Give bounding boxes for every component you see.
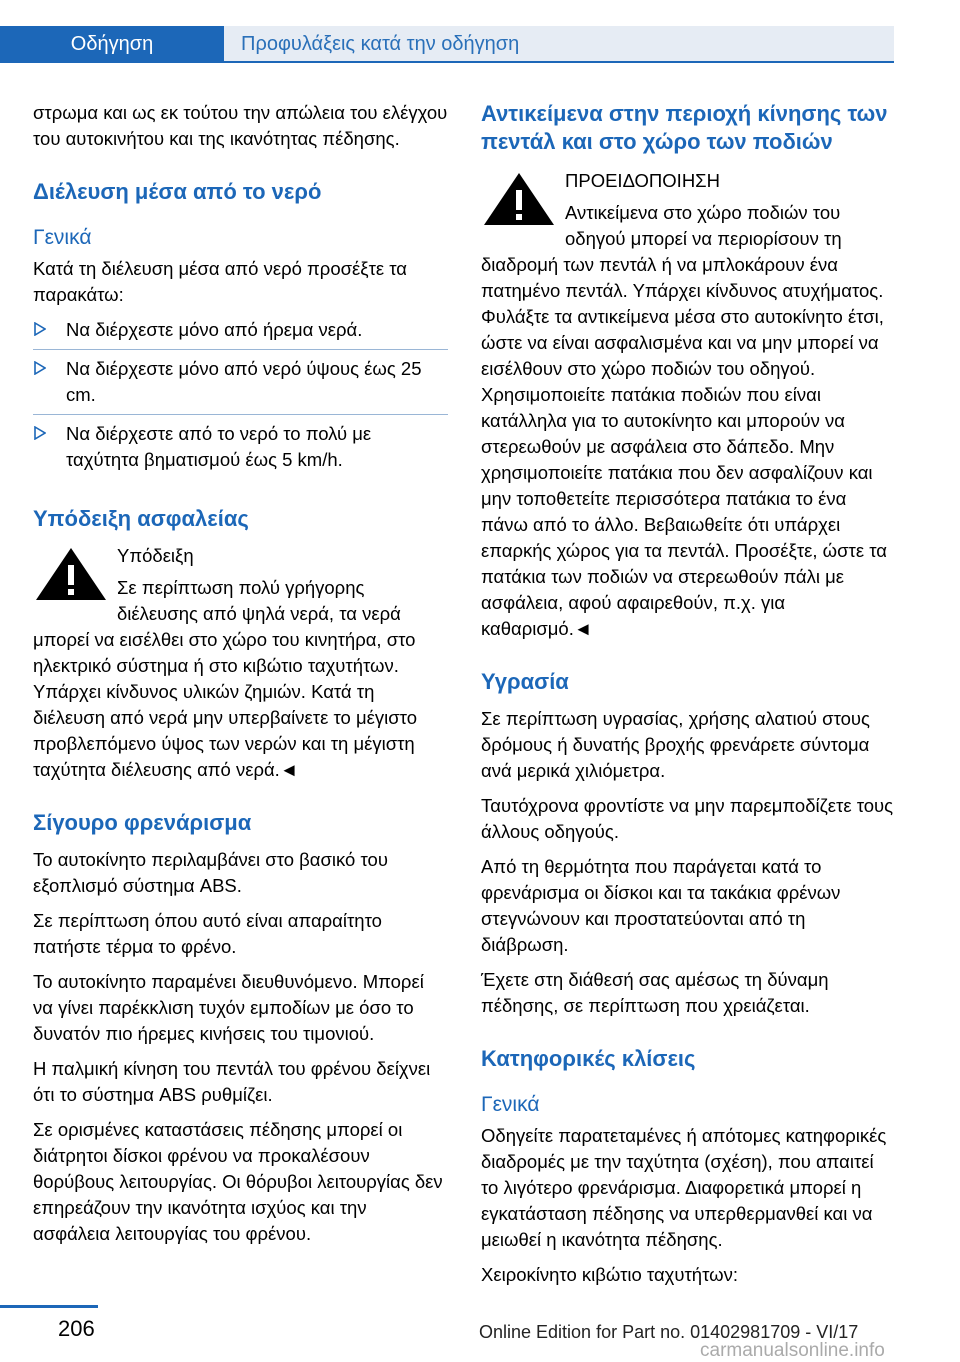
- safety-note-text: Σε περίπτωση πολύ γρήγορης διέλευσης από ψηλά νερά, τα νερά μπορεί να εισέλθει στο χώρο του κινητήρα, στο ηλεκτρικό σύστημα ή στο κιβώτιο ταχυτήτων. Υπάρχει κίνδυνος υλικών ζημιών. Κατά τη διέλευση από νερά μην υπερβαίνετε το μέγιστο προβλεπόμενο ύψος των νερών και τη μέγιστη ταχύτητα διέλευσης από νερά.◄: [33, 577, 417, 780]
- list-item: [33, 356, 448, 415]
- warning-text: Αντικείμενα στο χώρο ποδιών του οδηγού μπορεί να περιορίσουν τη διαδρομή των πεντάλ ή να μπλοκάρουν ένα πατημένο πεντάλ. Υπάρχει κίνδυνος ατυχήματος. Φυλάξτε τα αντικείμενα μέσα στο αυτοκίνητο έτσι, ώστε να είναι ασφαλισμένα και να μην μπορεί να εισέλθουν στο χώρο ποδιών του οδηγού. Χρησιμοποιείτε πατάκια ποδιών που είναι κατάλληλα για το αυτοκίνητο και μπορούν να στερεωθούν με ασφάλεια στο δάπεδο. Μην χρησιμοποιείτε πατάκια που δεν ασφαλίζουν και μην τοποθετείτε περισσότερα πατάκια το ένα πάνω από το άλλο. Βεβαιωθείτε ότι υπάρχει επαρκής χώρος για τα πεντάλ. Προσέξτε, ώστε τα πατάκια των ποδιών να στερεωθούν πάλι με ασφάλεια, αφού αφαιρεθούν, π.χ. για καθαρισμό.◄: [481, 202, 887, 639]
- triangle-bullet-icon: [34, 361, 46, 375]
- heading-downhill-slopes: Κατηφορικές κλίσεις: [481, 1046, 696, 1071]
- list-item-text: Να διέρχεστε μόνο από ήρεμα νερά.: [66, 319, 363, 340]
- intro-paragraph: στρωμα και ως εκ τούτου την απώλεια του ελέγχου του αυτοκινήτου και της ικανότητας πέδησης.: [33, 102, 448, 149]
- heading-water-crossing: Διέλευση μέσα από το νερό: [33, 179, 322, 204]
- braking-paragraph-5: Σε ορισμένες καταστάσεις πέδησης μπορεί οι διάτρητοι δίσκοι φρένου να προκαλέσουν θορύβους λειτουργίας. Οι θόρυβοι λειτουργίας δεν επηρεάζουν την ικανότητα ισχύος και την ασφάλεια λειτουργίας του φρένου.: [33, 1119, 443, 1244]
- braking-paragraph-3: Το αυτοκίνητο παραμένει διευθυνόμενο. Μπορεί να γίνει παρέκκλιση τυχόν εμποδίων με όσο το δυνατόν πιο ήρεμες κινήσεις του τιμονιού.: [33, 971, 424, 1044]
- tab-driving-precautions[interactable]: Προφυλάξεις κατά την οδήγηση: [224, 26, 894, 62]
- right-column: [481, 100, 896, 1297]
- left-column: [33, 100, 448, 1256]
- footer-divider: [0, 1305, 98, 1308]
- downhill-paragraph-2: Χειροκίνητο κιβώτιο ταχυτήτων:: [481, 1264, 738, 1285]
- heading-general: Γενικά: [33, 226, 92, 249]
- header-divider: [0, 61, 894, 63]
- downhill-paragraph-1: Οδηγείτε παρατεταμένες ή απότομες κατηφορικές διαδρομές με την ταχύτητα (σχέση), που απαιτεί το λιγότερο φρενάρισμα. Διαφορετικά μπορεί η εγκατάσταση πέδησης να υπερθερμανθεί και να μειωθεί η ικανότητα πέδησης.: [481, 1125, 887, 1250]
- warning-title: ΠΡΟΕΙΔΟΠΟΙΗΣΗ: [565, 170, 720, 191]
- warning-box: [481, 168, 896, 642]
- safety-note-box: [33, 543, 448, 783]
- humidity-paragraph-1: Σε περίπτωση υγρασίας, χρήσης αλατιού στους δρόμους ή δυνατής βροχής φρενάρετε σύντομα ανά μερικά χιλιόμετρα.: [481, 708, 870, 781]
- watermark: carmanualsonline.info: [700, 1340, 885, 1361]
- heading-safety-note: Υπόδειξη ασφαλείας: [33, 506, 249, 531]
- list-item-text: Να διέρχεστε από το νερό το πολύ με ταχύτητα βηματισμού έως 5 km/h.: [66, 423, 372, 470]
- list-item: [33, 421, 448, 479]
- humidity-paragraph-4: Έχετε στη διάθεσή σας αμέσως τη δύναμη πέδησης, σε περίπτωση που χρειάζεται.: [481, 969, 829, 1016]
- heading-safe-braking: Σίγουρο φρενάρισμα: [33, 810, 252, 835]
- braking-paragraph-2: Σε περίπτωση όπου αυτό είναι απαραίτητο πατήστε τέρμα το φρένο.: [33, 910, 382, 957]
- warning-triangle-icon: [33, 545, 109, 603]
- braking-paragraph-4: Η παλμική κίνηση του πεντάλ του φρένου δείχνει ότι το σύστημα ABS ρυθμίζει.: [33, 1058, 431, 1105]
- list-item: [33, 317, 448, 350]
- tab-driving[interactable]: Οδήγηση: [0, 26, 224, 62]
- humidity-paragraph-2: Ταυτόχρονα φροντίστε να μην παρεμποδίζετε τους άλλους οδηγούς.: [481, 795, 894, 842]
- heading-objects-pedal-area: Αντικείμενα στην περιοχή κίνησης των πεντάλ και στο χώρο των ποδιών: [481, 101, 888, 154]
- humidity-paragraph-3: Από τη θερμότητα που παράγεται κατά το φρενάρισμα οι δίσκοι και τα τακάκια φρένων στεγνώνουν και προστατεύονται από τη διάβρωση.: [481, 856, 841, 955]
- triangle-bullet-icon: [34, 322, 46, 336]
- page-header: [0, 0, 960, 62]
- paragraph-general: Κατά τη διέλευση μέσα από νερό προσέξτε τα παρακάτω:: [33, 258, 408, 305]
- safety-note-title: Υπόδειξη: [117, 545, 194, 566]
- warning-triangle-icon: [481, 170, 557, 228]
- edition-info: Online Edition for Part no. 01402981709 - VI/17: [479, 1322, 859, 1342]
- braking-paragraph-1: Το αυτοκίνητο περιλαμβάνει στο βασικό του εξοπλισμό σύστημα ABS.: [33, 849, 388, 896]
- page-number: 206: [58, 1316, 95, 1341]
- heading-general: Γενικά: [481, 1093, 540, 1116]
- water-crossing-list: [33, 317, 448, 479]
- heading-humidity: Υγρασία: [481, 669, 569, 694]
- list-item-text: Να διέρχεστε μόνο από νερό ύψους έως 25 cm.: [66, 358, 422, 405]
- triangle-bullet-icon: [34, 426, 46, 440]
